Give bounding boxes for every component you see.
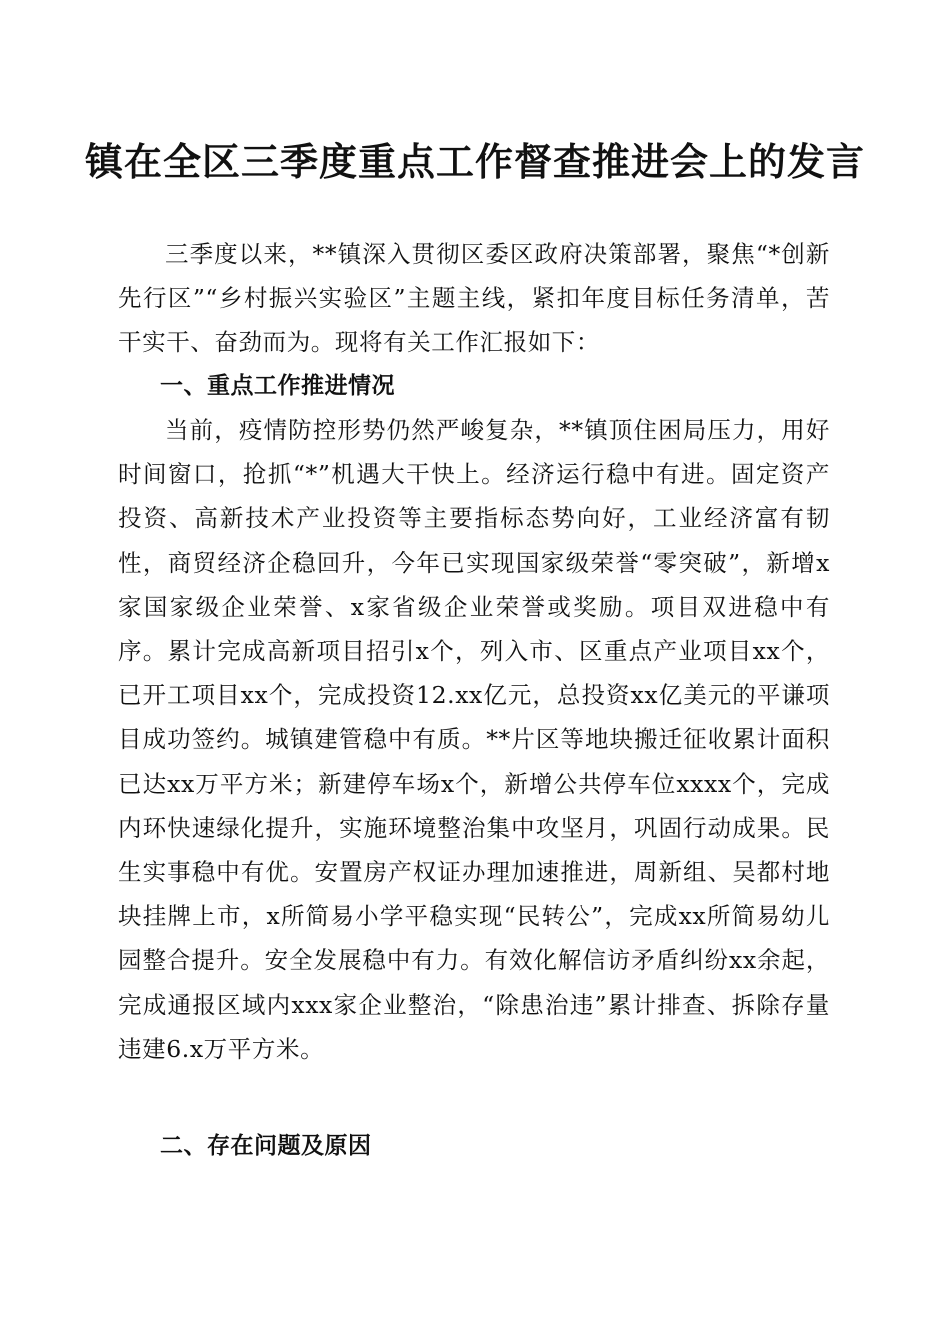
section-heading-2: 二、存在问题及原因 xyxy=(160,1133,372,1159)
section-heading-1: 一、重点工作推进情况 xyxy=(160,373,395,399)
document-title: 镇在全区三季度重点工作督查推进会上的发言 xyxy=(84,140,865,184)
section-1-paragraph: 当前，疫情防控形势仍然严峻复杂，**镇顶住困局压力，用好时间窗口，抢抓“*”机遇大干快上。经济运行稳中有进。固定资产投资、高新技术产业投资等主要指标态势向好，工业经济富有韧性，商贸经济企稳回升，今年已实现国家级荣誉“零突破”，新增x家国家级企业荣誉、x家省级企业荣誉或奖励。项目双进稳中有序。累计完成高新项目招引x个，列入市、区重点产业项目xx个，已开工项目xx个，完成投资12.xx亿元，总投资xx亿美元的平谦项目成功签约。城镇建管稳中有质。**片区等地块搬迁征收累计面积已达xx万平方米；新建停车场x个，新增公共停车位xxxx个，完成内环快速绿化提升，实施环境整治集中攻坚月，巩固行动成果。民生实事稳中有优。安置房产权证办理加速推进，周新组、吴都村地块挂牌上市，x所简易小学平稳实现“民转公”，完成xx所简易幼儿园整合提升。安全发展稳中有力。有效化解信访矛盾纠纷xx余起，完成通报区域内xxx家企业整治，“除患治违”累计排查、拆除存量违建6.x万平方米。 xyxy=(118,416,830,1063)
intro-paragraph: 三季度以来，**镇深入贯彻区委区政府决策部署，聚焦“*创新先行区”“乡村振兴实验区”主题主线，紧扣年度目标任务清单，苦干实干、奋劲而为。现将有关工作汇报如下： xyxy=(118,240,830,357)
